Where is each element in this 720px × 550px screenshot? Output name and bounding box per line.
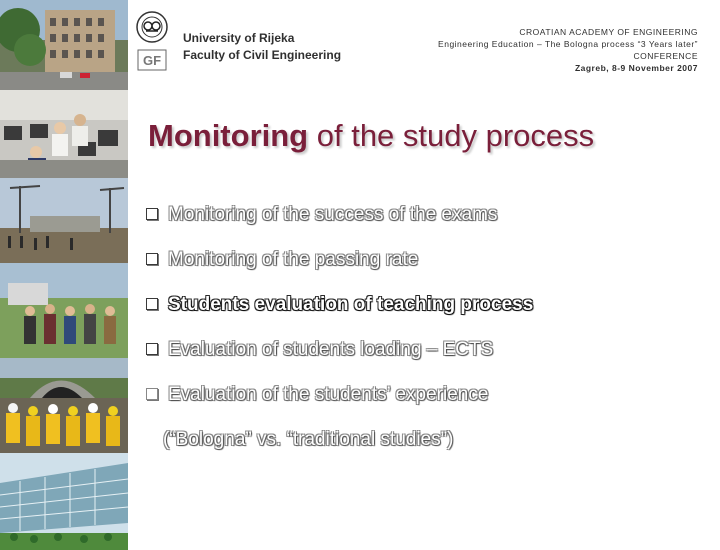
computer-lab-photo [0,90,128,178]
bullet-continuation: (“Bologna” vs. “traditional studies”) [163,429,454,450]
conference-line: CONFERENCE [633,51,698,61]
building-render-photo [0,453,128,550]
title-rest: of the study process [308,118,595,153]
conference-header [398,26,698,74]
faculty-logo [134,10,170,72]
checkbox-bullet-icon [146,343,158,355]
faculty-name: Faculty of Civil Engineering [183,48,342,62]
list-item [146,200,533,245]
construction-site-photo [0,178,128,263]
slide-title [148,118,594,154]
conference-line: CROATIAN ACADEMY OF ENGINEERING [519,27,698,37]
list-item [146,290,533,335]
conference-date: Zagreb, 8-9 November 2007 [574,63,698,73]
list-item [146,245,533,290]
checkbox-bullet-icon [146,298,158,310]
list-item [146,380,533,425]
logo-gf-text: GF [142,53,162,68]
university-header [183,30,341,64]
conference-line: Engineering Education – The Bologna process “3 Years later” [438,39,698,49]
checkbox-bullet-icon [146,388,158,400]
bullet-text: Evaluation of students loading – ECTS [168,339,494,360]
campus-building-photo [0,0,128,90]
bullet-text: Monitoring of the success of the exams [168,204,498,225]
university-name: University of Rijeka [183,31,295,45]
tunnel-workers-photo [0,358,128,453]
photo-strip [0,0,128,540]
checkbox-bullet-icon [146,253,158,265]
bullet-text: Monitoring of the passing rate [168,249,419,270]
list-item [146,335,533,380]
bullet-text: Students evaluation of teaching process [168,294,534,315]
checkbox-bullet-icon [146,208,158,220]
bullet-list [146,200,533,425]
title-emphasis: Monitoring [148,118,309,153]
bullet-text: Evaluation of the students’ experience [168,384,489,405]
students-group-photo [0,263,128,358]
